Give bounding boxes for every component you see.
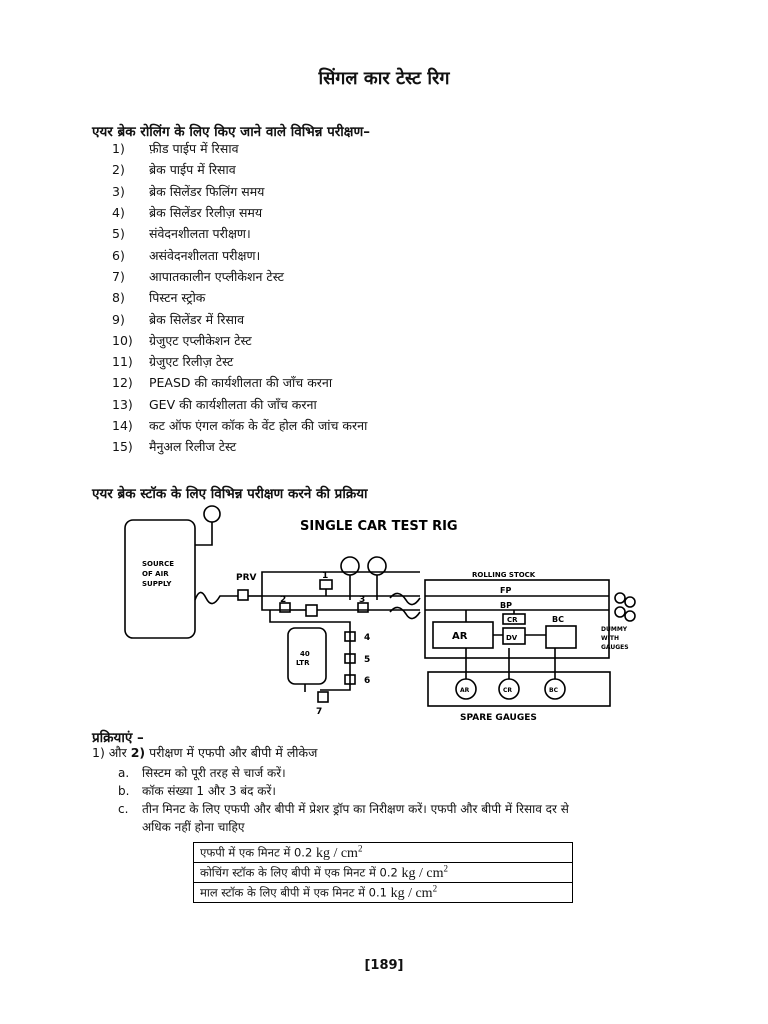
svg-text:6: 6 bbox=[364, 676, 371, 686]
dummy-gauge-icon bbox=[625, 597, 635, 607]
cock-7-icon bbox=[318, 692, 328, 702]
svg-text:LTR: LTR bbox=[296, 659, 310, 667]
section-heading-procedure: एयर ब्रेक स्टॉक के लिए विभिन्न परीक्षण करने की प्रक्रिया bbox=[92, 486, 368, 502]
svg-text:DUMMY: DUMMY bbox=[601, 626, 628, 633]
svg-text:OF AIR: OF AIR bbox=[142, 570, 169, 578]
procedure-step: a. सिस्टम को पूरी तरह से चार्ज करें। bbox=[118, 766, 286, 780]
list-item: 1) फ़ीड पाईप में रिसाव bbox=[112, 141, 239, 157]
svg-text:SUPPLY: SUPPLY bbox=[142, 580, 172, 588]
single-car-test-rig-diagram bbox=[110, 505, 650, 725]
prv-valve-icon bbox=[238, 590, 248, 600]
svg-text:1: 1 bbox=[322, 571, 329, 581]
list-item: 15) मैनुअल रिलीज टेस्ट bbox=[112, 439, 237, 455]
table-row: एफपी में एक मिनट में 0.2 kg / $cm^2$ bbox=[194, 843, 573, 863]
procedure-step: c. तीन मिनट के लिए एफपी और बीपी में प्रेशर ड्रॉप का निरीक्षण करें। एफपी और बीपी में रिसाव दर से bbox=[118, 802, 569, 816]
svg-text:5: 5 bbox=[364, 655, 371, 665]
dummy-gauge-icon bbox=[615, 607, 625, 617]
svg-text:CR: CR bbox=[503, 687, 513, 694]
svg-text:4: 4 bbox=[364, 633, 371, 643]
svg-text:FP: FP bbox=[500, 586, 512, 595]
table-row: कोचिंग स्टॉक के लिए बीपी में एक मिनट में 0.2 kg / $cm^2$ bbox=[194, 863, 573, 883]
section-heading-tests: एयर ब्रेक रोलिंग के लिए किए जाने वाले विभिन्न परीक्षण– bbox=[92, 124, 370, 140]
page-title: सिंगल कार टेस्ट रिग bbox=[318, 68, 450, 89]
list-item: 6) असंवेदनशीलता परीक्षण। bbox=[112, 247, 261, 263]
svg-text:BC: BC bbox=[549, 687, 558, 694]
page-number: [189] bbox=[364, 958, 404, 973]
svg-text:3: 3 bbox=[359, 595, 366, 605]
svg-text:BP: BP bbox=[500, 601, 512, 610]
list-item: 4) ब्रेक सिलेंडर रिलीज़ समय bbox=[112, 205, 263, 221]
list-item: 10) ग्रेजुएट एप्लीकेशन टेस्ट bbox=[112, 332, 252, 348]
dummy-gauge-icon bbox=[615, 593, 625, 603]
dummy-gauge-icon bbox=[625, 611, 635, 621]
list-item: 2) ब्रेक पाईप में रिसाव bbox=[112, 162, 236, 178]
cock-1-icon bbox=[320, 580, 332, 589]
svg-text:BC: BC bbox=[552, 615, 564, 624]
list-item: 13) GEV की कार्यशीलता की जाँच करना bbox=[112, 396, 317, 412]
list-item: 12) PEASD की कार्यशीलता की जाँच करना bbox=[112, 375, 333, 391]
procedure-step: b. कॉक संख्या 1 और 3 बंद करें। bbox=[118, 784, 276, 798]
svg-text:PRV: PRV bbox=[236, 573, 257, 583]
procedure-intro: 1) और 2) परीक्षण में एफपी और बीपी में लीकेज bbox=[92, 745, 318, 760]
svg-text:40: 40 bbox=[300, 650, 310, 658]
svg-text:GAUGES: GAUGES bbox=[601, 644, 629, 651]
svg-text:SOURCE: SOURCE bbox=[142, 560, 174, 568]
source-gauge-icon bbox=[204, 506, 220, 522]
air-supply-tank bbox=[125, 520, 195, 638]
svg-text:WITH: WITH bbox=[601, 635, 619, 642]
svg-text:AR: AR bbox=[452, 631, 468, 642]
list-item: 5) संवेदनशीलता परीक्षण। bbox=[112, 226, 251, 242]
procedures-heading: प्रक्रियाएं – bbox=[92, 730, 144, 746]
svg-text:CR: CR bbox=[507, 616, 518, 624]
list-item: 14) कट ऑफ एंगल कॉक के वेंट होल की जांच करना bbox=[112, 418, 368, 433]
leak-rate-table bbox=[193, 842, 573, 903]
bc-cylinder bbox=[546, 626, 576, 648]
list-item: 3) ब्रेक सिलेंडर फिलिंग समय bbox=[112, 183, 265, 199]
diagram-title: SINGLE CAR TEST RIG bbox=[300, 519, 458, 534]
table-row: माल स्टॉक के लिए बीपी में एक मिनट में 0.1 kg / $cm^2$ bbox=[194, 883, 573, 903]
list-item: 7) आपातकालीन एप्लीकेशन टेस्ट bbox=[112, 268, 284, 284]
svg-text:2: 2 bbox=[280, 595, 287, 605]
svg-text:SPARE GAUGES: SPARE GAUGES bbox=[460, 713, 537, 723]
list-item: 9) ब्रेक सिलेंडर में रिसाव bbox=[112, 311, 245, 327]
svg-text:ROLLING STOCK: ROLLING STOCK bbox=[472, 571, 536, 579]
svg-text:7: 7 bbox=[316, 707, 323, 717]
procedure-continuation: अधिक नहीं होना चाहिए bbox=[142, 820, 245, 834]
test-list bbox=[112, 138, 367, 457]
svg-text:DV: DV bbox=[506, 634, 518, 642]
cock-2b-icon bbox=[306, 605, 317, 616]
list-item: 11) ग्रेजुएट रिलीज़ टेस्ट bbox=[112, 354, 234, 370]
list-item: 8) पिस्टन स्ट्रोक bbox=[112, 290, 206, 306]
svg-text:AR: AR bbox=[460, 687, 470, 694]
